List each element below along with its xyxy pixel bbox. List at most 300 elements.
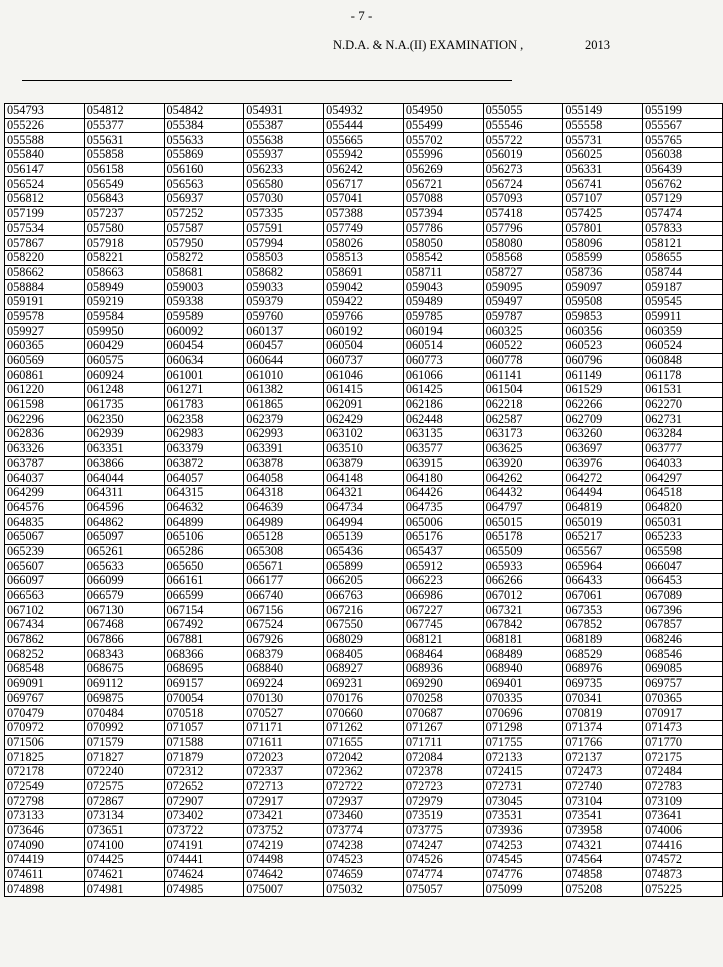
roll-number-cell: 063879 xyxy=(324,456,404,471)
roll-number-cell: 068181 xyxy=(483,632,563,647)
roll-number-cell: 072023 xyxy=(244,750,324,765)
roll-number-cell: 064426 xyxy=(403,485,483,500)
roll-number-cell: 056331 xyxy=(563,162,643,177)
roll-number-cell: 063878 xyxy=(244,456,324,471)
roll-number-cell: 057801 xyxy=(563,221,643,236)
roll-number-cell: 059760 xyxy=(244,309,324,324)
roll-number-cell: 059187 xyxy=(643,280,723,295)
roll-number-cell: 074419 xyxy=(5,853,85,868)
table-row xyxy=(5,309,723,324)
roll-number-cell: 063260 xyxy=(563,427,643,442)
roll-number-cell: 058884 xyxy=(5,280,85,295)
roll-number-cell: 073774 xyxy=(324,823,404,838)
roll-number-cell: 057867 xyxy=(5,236,85,251)
table-row xyxy=(5,441,723,456)
roll-number-cell: 071473 xyxy=(643,720,723,735)
roll-number-cell: 072133 xyxy=(483,750,563,765)
roll-number-cell: 060092 xyxy=(164,324,244,339)
roll-number-cell: 060524 xyxy=(643,339,723,354)
roll-number-cell: 063351 xyxy=(84,441,164,456)
roll-number-cell: 068366 xyxy=(164,647,244,662)
roll-number-cell: 069401 xyxy=(483,676,563,691)
table-row xyxy=(5,500,723,515)
roll-number-cell: 060924 xyxy=(84,368,164,383)
roll-number-cell: 055199 xyxy=(643,104,723,119)
roll-number-cell: 059042 xyxy=(324,280,404,295)
roll-number-cell: 061220 xyxy=(5,383,85,398)
roll-number-cell: 065015 xyxy=(483,515,563,530)
table-row xyxy=(5,867,723,882)
roll-number-cell: 057918 xyxy=(84,236,164,251)
table-row xyxy=(5,250,723,265)
roll-number-cell: 073045 xyxy=(483,794,563,809)
roll-number-cell: 073460 xyxy=(324,809,404,824)
roll-number-cell: 071298 xyxy=(483,720,563,735)
roll-number-cell: 066453 xyxy=(643,574,723,589)
roll-number-cell: 073519 xyxy=(403,809,483,824)
roll-number-cell: 074526 xyxy=(403,853,483,868)
table-row xyxy=(5,118,723,133)
roll-number-cell: 067321 xyxy=(483,603,563,618)
roll-number-cell: 059497 xyxy=(483,294,563,309)
roll-number-cell: 066161 xyxy=(164,574,244,589)
roll-number-cell: 054931 xyxy=(244,104,324,119)
table-row xyxy=(5,676,723,691)
roll-number-cell: 056721 xyxy=(403,177,483,192)
roll-number-cell: 055840 xyxy=(5,148,85,163)
roll-number-cell: 062266 xyxy=(563,397,643,412)
table-row xyxy=(5,515,723,530)
roll-number-cell: 063787 xyxy=(5,456,85,471)
table-row xyxy=(5,221,723,236)
roll-number-cell: 056843 xyxy=(84,192,164,207)
roll-number-cell: 060796 xyxy=(563,353,643,368)
table-row xyxy=(5,735,723,750)
roll-number-cell: 072042 xyxy=(324,750,404,765)
roll-number-cell: 074774 xyxy=(403,867,483,882)
table-row xyxy=(5,133,723,148)
roll-number-cell: 062350 xyxy=(84,412,164,427)
roll-number-cell: 058663 xyxy=(84,265,164,280)
roll-number-cell: 060778 xyxy=(483,353,563,368)
page-number: - 7 - xyxy=(350,8,373,23)
roll-number-cell: 065106 xyxy=(164,529,244,544)
roll-number-cell: 061001 xyxy=(164,368,244,383)
roll-number-cell: 057591 xyxy=(244,221,324,236)
roll-number-cell: 066579 xyxy=(84,588,164,603)
roll-number-cell: 073541 xyxy=(563,809,643,824)
roll-number-cell: 058542 xyxy=(403,250,483,265)
roll-number-cell: 059422 xyxy=(324,294,404,309)
roll-number-cell: 058744 xyxy=(643,265,723,280)
roll-number-cell: 065598 xyxy=(643,544,723,559)
roll-number-cell: 063326 xyxy=(5,441,85,456)
roll-number-cell: 065933 xyxy=(483,559,563,574)
roll-number-cell: 058949 xyxy=(84,280,164,295)
roll-number-cell: 067745 xyxy=(403,618,483,633)
roll-number-cell: 071879 xyxy=(164,750,244,765)
roll-number-cell: 073531 xyxy=(483,809,563,824)
roll-number-cell: 056812 xyxy=(5,192,85,207)
roll-number-cell: 066097 xyxy=(5,574,85,589)
roll-number-cell: 070258 xyxy=(403,691,483,706)
roll-number-cell: 074985 xyxy=(164,882,244,897)
roll-number-cell: 067492 xyxy=(164,618,244,633)
roll-number-cell: 057388 xyxy=(324,206,404,221)
roll-number-cell: 055444 xyxy=(324,118,404,133)
roll-number-cell: 057994 xyxy=(244,236,324,251)
roll-number-cell: 059766 xyxy=(324,309,404,324)
roll-number-cell: 055149 xyxy=(563,104,643,119)
roll-number-cell: 064057 xyxy=(164,471,244,486)
roll-number-cell: 061382 xyxy=(244,383,324,398)
roll-number-cell: 055996 xyxy=(403,148,483,163)
roll-number-cell: 059489 xyxy=(403,294,483,309)
table-row xyxy=(5,882,723,897)
roll-number-cell: 060325 xyxy=(483,324,563,339)
roll-number-cell: 074873 xyxy=(643,867,723,882)
roll-number-cell: 059545 xyxy=(643,294,723,309)
roll-number-cell: 059853 xyxy=(563,309,643,324)
roll-number-cell: 065964 xyxy=(563,559,643,574)
roll-number-cell: 057950 xyxy=(164,236,244,251)
roll-number-cell: 066223 xyxy=(403,574,483,589)
roll-number-cell: 055869 xyxy=(164,148,244,163)
roll-number-cell: 064632 xyxy=(164,500,244,515)
roll-number-cell: 072415 xyxy=(483,764,563,779)
roll-number-cell: 074441 xyxy=(164,853,244,868)
roll-number-cell: 058655 xyxy=(643,250,723,265)
roll-number-cell: 055665 xyxy=(324,133,404,148)
roll-number-cell: 057534 xyxy=(5,221,85,236)
roll-number-cell: 069767 xyxy=(5,691,85,706)
roll-number-cell: 070687 xyxy=(403,706,483,721)
roll-number-cell: 066740 xyxy=(244,588,324,603)
roll-number-cell: 056580 xyxy=(244,177,324,192)
roll-number-cell: 055558 xyxy=(563,118,643,133)
roll-number-cell: 058599 xyxy=(563,250,643,265)
roll-number-cell: 070518 xyxy=(164,706,244,721)
roll-number-cell: 072084 xyxy=(403,750,483,765)
roll-number-cell: 067396 xyxy=(643,603,723,618)
roll-number-cell: 066177 xyxy=(244,574,324,589)
table-row xyxy=(5,236,723,251)
roll-number-cell: 069290 xyxy=(403,676,483,691)
roll-number-cell: 061504 xyxy=(483,383,563,398)
roll-number-cell: 073133 xyxy=(5,809,85,824)
roll-number-cell: 058050 xyxy=(403,236,483,251)
roll-number-cell: 060737 xyxy=(324,353,404,368)
roll-number-cell: 061415 xyxy=(324,383,404,398)
roll-number-cell: 068976 xyxy=(563,662,643,677)
roll-number-cell: 070176 xyxy=(324,691,404,706)
roll-number-cell: 065671 xyxy=(244,559,324,574)
roll-number-cell: 064835 xyxy=(5,515,85,530)
roll-number-cell: 056741 xyxy=(563,177,643,192)
roll-number-cell: 061531 xyxy=(643,383,723,398)
roll-number-cell: 072337 xyxy=(244,764,324,779)
table-row xyxy=(5,353,723,368)
roll-number-cell: 074253 xyxy=(483,838,563,853)
roll-number-cell: 068936 xyxy=(403,662,483,677)
table-row xyxy=(5,397,723,412)
roll-number-cell: 072240 xyxy=(84,764,164,779)
roll-number-cell: 067852 xyxy=(563,618,643,633)
roll-number-cell: 060522 xyxy=(483,339,563,354)
roll-number-cell: 060365 xyxy=(5,339,85,354)
roll-number-cell: 064299 xyxy=(5,485,85,500)
roll-number-cell: 063135 xyxy=(403,427,483,442)
roll-number-cell: 063872 xyxy=(164,456,244,471)
roll-number-cell: 074776 xyxy=(483,867,563,882)
roll-number-cell: 060454 xyxy=(164,339,244,354)
roll-number-cell: 075099 xyxy=(483,882,563,897)
roll-number-cell: 068546 xyxy=(643,647,723,662)
roll-number-cell: 058682 xyxy=(244,265,324,280)
roll-number-cell: 062993 xyxy=(244,427,324,442)
roll-number-cell: 061271 xyxy=(164,383,244,398)
table-row xyxy=(5,838,723,853)
roll-number-cell: 067550 xyxy=(324,618,404,633)
roll-number-cell: 056233 xyxy=(244,162,324,177)
roll-number-cell: 057129 xyxy=(643,192,723,207)
roll-number-cell: 075208 xyxy=(563,882,643,897)
roll-number-cell: 067227 xyxy=(403,603,483,618)
roll-number-cell: 055638 xyxy=(244,133,324,148)
table-row xyxy=(5,809,723,824)
roll-number-cell: 074624 xyxy=(164,867,244,882)
roll-number-cell: 063577 xyxy=(403,441,483,456)
roll-number-cell: 071827 xyxy=(84,750,164,765)
roll-number-cell: 058691 xyxy=(324,265,404,280)
table-row xyxy=(5,779,723,794)
roll-number-cell: 070917 xyxy=(643,706,723,721)
table-row xyxy=(5,662,723,677)
table-row xyxy=(5,177,723,192)
roll-number-cell: 073402 xyxy=(164,809,244,824)
roll-number-cell: 072175 xyxy=(643,750,723,765)
roll-number-cell: 060137 xyxy=(244,324,324,339)
table-row xyxy=(5,794,723,809)
roll-number-cell: 075032 xyxy=(324,882,404,897)
roll-number-cell: 054842 xyxy=(164,104,244,119)
roll-number-cell: 059578 xyxy=(5,309,85,324)
roll-number-cell: 065436 xyxy=(324,544,404,559)
roll-number-cell: 067216 xyxy=(324,603,404,618)
roll-number-cell: 073641 xyxy=(643,809,723,824)
table-row xyxy=(5,706,723,721)
roll-number-cell: 064639 xyxy=(244,500,324,515)
roll-number-cell: 073722 xyxy=(164,823,244,838)
roll-number-cell: 055055 xyxy=(483,104,563,119)
roll-number-cell: 069112 xyxy=(84,676,164,691)
roll-number-cell: 074564 xyxy=(563,853,643,868)
table-row xyxy=(5,324,723,339)
roll-number-cell: 069735 xyxy=(563,676,643,691)
roll-number-cell: 073936 xyxy=(483,823,563,838)
roll-number-cell: 072178 xyxy=(5,764,85,779)
roll-number-cell: 060504 xyxy=(324,339,404,354)
header-rule xyxy=(22,80,512,81)
roll-number-cell: 060644 xyxy=(244,353,324,368)
roll-number-cell: 074425 xyxy=(84,853,164,868)
roll-number-cell: 074090 xyxy=(5,838,85,853)
roll-number-cell: 060773 xyxy=(403,353,483,368)
roll-number-cell: 068695 xyxy=(164,662,244,677)
roll-number-cell: 060634 xyxy=(164,353,244,368)
roll-number-cell: 065217 xyxy=(563,529,643,544)
roll-number-cell: 067061 xyxy=(563,588,643,603)
table-row xyxy=(5,427,723,442)
roll-number-cell: 066563 xyxy=(5,588,85,603)
roll-number-cell: 071711 xyxy=(403,735,483,750)
roll-number-cell: 064321 xyxy=(324,485,404,500)
roll-number-cell: 055702 xyxy=(403,133,483,148)
roll-number-cell: 065233 xyxy=(643,529,723,544)
roll-number-cell: 072798 xyxy=(5,794,85,809)
roll-number-cell: 065899 xyxy=(324,559,404,574)
roll-number-cell: 063976 xyxy=(563,456,643,471)
roll-number-cell: 054812 xyxy=(84,104,164,119)
roll-number-cell: 064576 xyxy=(5,500,85,515)
roll-number-cell: 067926 xyxy=(244,632,324,647)
roll-number-cell: 066433 xyxy=(563,574,643,589)
roll-number-cell: 065031 xyxy=(643,515,723,530)
roll-number-cell: 066763 xyxy=(324,588,404,603)
roll-number-cell: 070484 xyxy=(84,706,164,721)
roll-number-cell: 062091 xyxy=(324,397,404,412)
roll-number-cell: 066205 xyxy=(324,574,404,589)
roll-number-table xyxy=(4,103,723,897)
roll-number-cell: 055937 xyxy=(244,148,324,163)
table-row xyxy=(5,456,723,471)
roll-number-cell: 067857 xyxy=(643,618,723,633)
roll-number-cell: 062587 xyxy=(483,412,563,427)
table-row xyxy=(5,632,723,647)
roll-number-cell: 055384 xyxy=(164,118,244,133)
roll-number-cell: 060359 xyxy=(643,324,723,339)
roll-number-cell: 061783 xyxy=(164,397,244,412)
roll-number-cell: 056019 xyxy=(483,148,563,163)
roll-number-cell: 064262 xyxy=(483,471,563,486)
roll-number-cell: 064989 xyxy=(244,515,324,530)
table-row xyxy=(5,206,723,221)
roll-number-cell: 057237 xyxy=(84,206,164,221)
roll-number-cell: 063915 xyxy=(403,456,483,471)
roll-number-cell: 064596 xyxy=(84,500,164,515)
roll-number-cell: 071057 xyxy=(164,720,244,735)
roll-number-cell: 066986 xyxy=(403,588,483,603)
roll-number-cell: 067524 xyxy=(244,618,324,633)
roll-number-cell: 070660 xyxy=(324,706,404,721)
roll-number-cell: 054950 xyxy=(403,104,483,119)
roll-number-cell: 073958 xyxy=(563,823,643,838)
table-row xyxy=(5,764,723,779)
roll-number-cell: 067862 xyxy=(5,632,85,647)
roll-number-cell: 072652 xyxy=(164,779,244,794)
exam-year: 2013 xyxy=(585,38,610,52)
roll-number-cell: 065139 xyxy=(324,529,404,544)
roll-number-cell: 072979 xyxy=(403,794,483,809)
roll-number-cell: 067353 xyxy=(563,603,643,618)
roll-number-cell: 062270 xyxy=(643,397,723,412)
roll-number-cell: 057474 xyxy=(643,206,723,221)
roll-number-cell: 064735 xyxy=(403,500,483,515)
roll-number-cell: 055631 xyxy=(84,133,164,148)
roll-number-cell: 065097 xyxy=(84,529,164,544)
roll-number-cell: 060356 xyxy=(563,324,643,339)
exam-title: N.D.A. & N.A.(II) EXAMINATION , xyxy=(333,38,524,52)
roll-number-cell: 055633 xyxy=(164,133,244,148)
roll-number-cell: 067089 xyxy=(643,588,723,603)
roll-number-cell: 055387 xyxy=(244,118,324,133)
roll-number-cell: 057394 xyxy=(403,206,483,221)
roll-number-cell: 071755 xyxy=(483,735,563,750)
roll-number-cell: 072740 xyxy=(563,779,643,794)
roll-number-cell: 071766 xyxy=(563,735,643,750)
roll-number-cell: 074523 xyxy=(324,853,404,868)
roll-number-cell: 070696 xyxy=(483,706,563,721)
roll-number-cell: 063102 xyxy=(324,427,404,442)
table-row xyxy=(5,559,723,574)
roll-number-cell: 072378 xyxy=(403,764,483,779)
table-row xyxy=(5,618,723,633)
roll-number-cell: 062983 xyxy=(164,427,244,442)
table-row xyxy=(5,368,723,383)
roll-number-cell: 074858 xyxy=(563,867,643,882)
roll-number-cell: 064148 xyxy=(324,471,404,486)
roll-number-cell: 070341 xyxy=(563,691,643,706)
table-row xyxy=(5,280,723,295)
roll-number-cell: 066099 xyxy=(84,574,164,589)
roll-number-cell: 065176 xyxy=(403,529,483,544)
table-row xyxy=(5,265,723,280)
roll-number-cell: 055567 xyxy=(643,118,723,133)
roll-number-cell: 058727 xyxy=(483,265,563,280)
roll-number-cell: 065607 xyxy=(5,559,85,574)
roll-number-cell: 073651 xyxy=(84,823,164,838)
roll-number-cell: 056717 xyxy=(324,177,404,192)
roll-number-cell: 062379 xyxy=(244,412,324,427)
table-row xyxy=(5,148,723,163)
roll-number-cell: 055377 xyxy=(84,118,164,133)
table-row xyxy=(5,647,723,662)
roll-number-cell: 061141 xyxy=(483,368,563,383)
roll-number-cell: 074611 xyxy=(5,867,85,882)
roll-number-cell: 071579 xyxy=(84,735,164,750)
roll-number-cell: 056158 xyxy=(84,162,164,177)
roll-number-cell: 056273 xyxy=(483,162,563,177)
roll-number-cell: 055499 xyxy=(403,118,483,133)
roll-number-cell: 057587 xyxy=(164,221,244,236)
table-row xyxy=(5,412,723,427)
roll-number-cell: 070819 xyxy=(563,706,643,721)
table-row xyxy=(5,588,723,603)
roll-number-cell: 058513 xyxy=(324,250,404,265)
roll-number-cell: 057088 xyxy=(403,192,483,207)
roll-number-cell: 068029 xyxy=(324,632,404,647)
roll-number-table-body xyxy=(5,104,723,897)
roll-number-cell: 065128 xyxy=(244,529,324,544)
roll-number-cell: 058681 xyxy=(164,265,244,280)
roll-number-cell: 058080 xyxy=(483,236,563,251)
roll-number-cell: 073104 xyxy=(563,794,643,809)
roll-number-cell: 058121 xyxy=(643,236,723,251)
roll-number-cell: 068405 xyxy=(324,647,404,662)
roll-number-cell: 074642 xyxy=(244,867,324,882)
roll-number-cell: 055765 xyxy=(643,133,723,148)
roll-number-cell: 072575 xyxy=(84,779,164,794)
